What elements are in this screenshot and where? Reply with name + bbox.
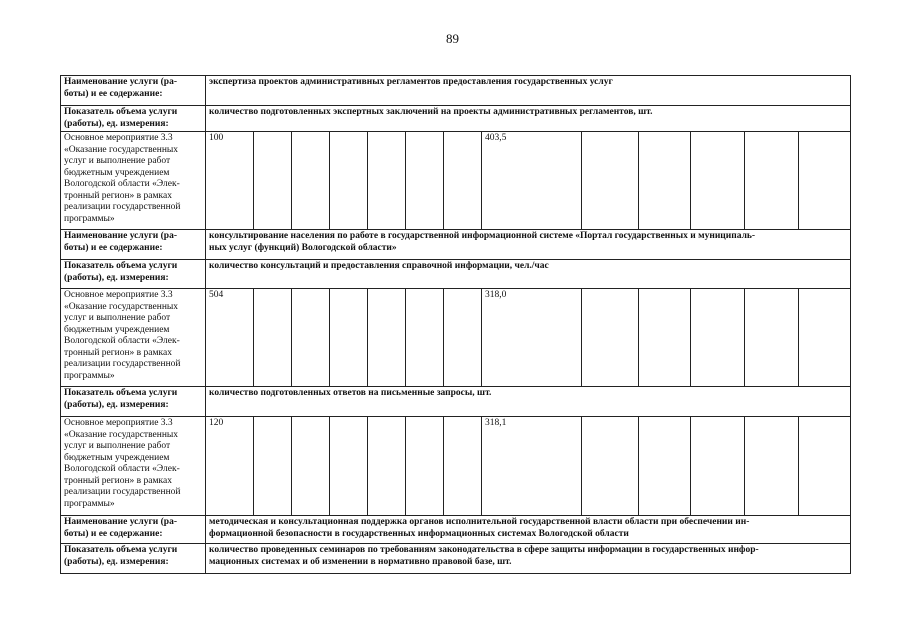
empty-cell xyxy=(254,289,292,387)
indicator-label: Показатель объема услуги (работы), ед. измерения: xyxy=(61,260,206,289)
empty-cell xyxy=(254,132,292,230)
indicator-name: количество проведенных семинаров по требованиям законодательства в сфере защиты информации в государственных инфор- мационных системах и об изменении в нормативно правовой базе, шт. xyxy=(206,544,851,574)
empty-cell xyxy=(639,132,691,230)
measure-row xyxy=(61,417,851,516)
empty-cell xyxy=(444,132,482,230)
state-task-table xyxy=(60,75,851,574)
value-cell: 120 xyxy=(206,417,254,516)
service-name: методическая и консультационная поддержка органов исполнительной государственной власти области при обеспечении ин- формационной безопасности в государственных информационных системах Вологодской области xyxy=(206,516,851,544)
empty-cell xyxy=(639,417,691,516)
indicator-row xyxy=(61,260,851,289)
empty-cell xyxy=(292,417,330,516)
service-row xyxy=(61,230,851,260)
indicator-name: количество подготовленных ответов на письменные запросы, шт. xyxy=(206,387,851,417)
measure-label: Основное мероприятие 3.3 «Оказание государственных услуг и выполнение работ бюджетным учреждением Вологодской области «Элек- тронный регион» в рамках реализации государственной программы» xyxy=(61,417,206,516)
service-label: Наименование услуги (ра- боты) и ее содержание: xyxy=(61,230,206,260)
service-row xyxy=(61,516,851,544)
indicator-row xyxy=(61,544,851,574)
empty-cell xyxy=(444,289,482,387)
empty-cell xyxy=(330,132,368,230)
indicator-row xyxy=(61,106,851,132)
empty-cell xyxy=(691,132,745,230)
measure-label: Основное мероприятие 3.3 «Оказание государственных услуг и выполнение работ бюджетным учреждением Вологодской области «Элек- тронный регион» в рамках реализации государственной программы» xyxy=(61,132,206,230)
empty-cell xyxy=(799,417,851,516)
empty-cell xyxy=(799,289,851,387)
indicator-label: Показатель объема услуги (работы), ед. измерения: xyxy=(61,544,206,574)
empty-cell xyxy=(639,289,691,387)
indicator-label: Показатель объема услуги (работы), ед. измерения: xyxy=(61,387,206,417)
empty-cell xyxy=(368,132,406,230)
value-cell: 403,5 xyxy=(482,132,582,230)
indicator-name: количество консультаций и предоставления справочной информации, чел./час xyxy=(206,260,851,289)
empty-cell xyxy=(444,417,482,516)
empty-cell xyxy=(582,132,639,230)
empty-cell xyxy=(330,417,368,516)
empty-cell xyxy=(745,417,799,516)
value-cell: 318,0 xyxy=(482,289,582,387)
empty-cell xyxy=(254,417,292,516)
empty-cell xyxy=(745,132,799,230)
empty-cell xyxy=(406,132,444,230)
service-row xyxy=(61,76,851,106)
service-label: Наименование услуги (ра- боты) и ее содержание: xyxy=(61,76,206,106)
empty-cell xyxy=(368,417,406,516)
measure-label: Основное мероприятие 3.3 «Оказание государственных услуг и выполнение работ бюджетным учреждением Вологодской области «Элек- тронный регион» в рамках реализации государственной программы» xyxy=(61,289,206,387)
indicator-name: количество подготовленных экспертных заключений на проекты административных регламентов, шт. xyxy=(206,106,851,132)
page-number: 89 xyxy=(446,31,459,46)
empty-cell xyxy=(292,132,330,230)
service-name: консультирование населения по работе в государственной информационной системе «Портал государственных и муниципаль- ных услуг (функций) Вологодской области» xyxy=(206,230,851,260)
empty-cell xyxy=(292,289,330,387)
value-cell: 100 xyxy=(206,132,254,230)
service-label: Наименование услуги (ра- боты) и ее содержание: xyxy=(61,516,206,544)
indicator-row xyxy=(61,387,851,417)
service-name: экспертиза проектов административных регламентов предоставления государственных услуг xyxy=(206,76,851,106)
value-cell: 504 xyxy=(206,289,254,387)
empty-cell xyxy=(406,417,444,516)
indicator-label: Показатель объема услуги (работы), ед. измерения: xyxy=(61,106,206,132)
empty-cell xyxy=(582,289,639,387)
empty-cell xyxy=(799,132,851,230)
empty-cell xyxy=(582,417,639,516)
empty-cell xyxy=(691,289,745,387)
empty-cell xyxy=(368,289,406,387)
value-cell: 318,1 xyxy=(482,417,582,516)
measure-row xyxy=(61,132,851,230)
empty-cell xyxy=(330,289,368,387)
empty-cell xyxy=(406,289,444,387)
empty-cell xyxy=(745,289,799,387)
empty-cell xyxy=(691,417,745,516)
measure-row xyxy=(61,289,851,387)
